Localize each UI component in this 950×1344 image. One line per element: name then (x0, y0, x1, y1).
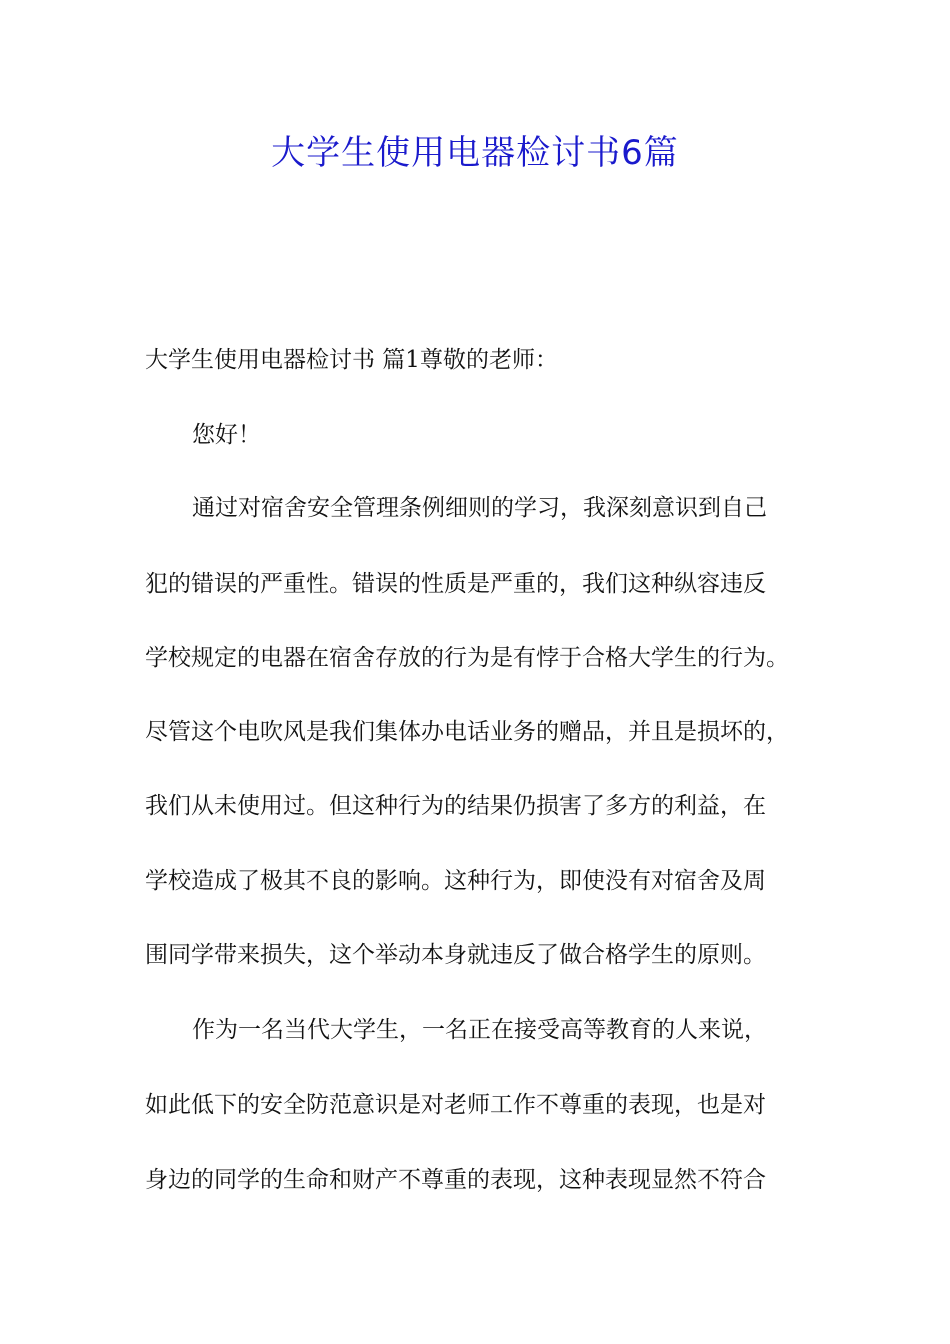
paragraph-line: 学校造成了极其不良的影响。这种行为，即使没有对宿舍及周 (145, 868, 766, 894)
paragraph-line: 如此低下的安全防范意识是对老师工作不尊重的表现，也是对 (145, 1092, 766, 1118)
paragraph-line: 通过对宿舍安全管理条例细则的学习，我深刻意识到自己 (192, 495, 767, 521)
paragraph-line: 围同学带来损失，这个举动本身就违反了做合格学生的原则。 (145, 942, 766, 968)
paragraph-line: 犯的错误的严重性。错误的性质是严重的，我们这种纵容违反 (145, 571, 766, 597)
greeting-line: 您好！ (192, 422, 261, 448)
paragraph-line: 身边的同学的生命和财产不尊重的表现，这种表现显然不符合 (145, 1167, 766, 1193)
paragraph-line: 作为一名当代大学生，一名正在接受高等教育的人来说， (192, 1017, 767, 1043)
paragraph-line: 学校规定的电器在宿舍存放的行为是有悖于合格大学生的行为。 (145, 645, 789, 671)
paragraph-line: 尽管这个电吹风是我们集体办电话业务的赠品，并且是损坏的， (145, 719, 789, 745)
document-title: 大学生使用电器检讨书6篇 (271, 133, 679, 173)
heading-line: 大学生使用电器检讨书 篇1尊敬的老师： (145, 347, 558, 373)
paragraph-line: 我们从未使用过。但这种行为的结果仍损害了多方的利益，在 (145, 793, 766, 819)
